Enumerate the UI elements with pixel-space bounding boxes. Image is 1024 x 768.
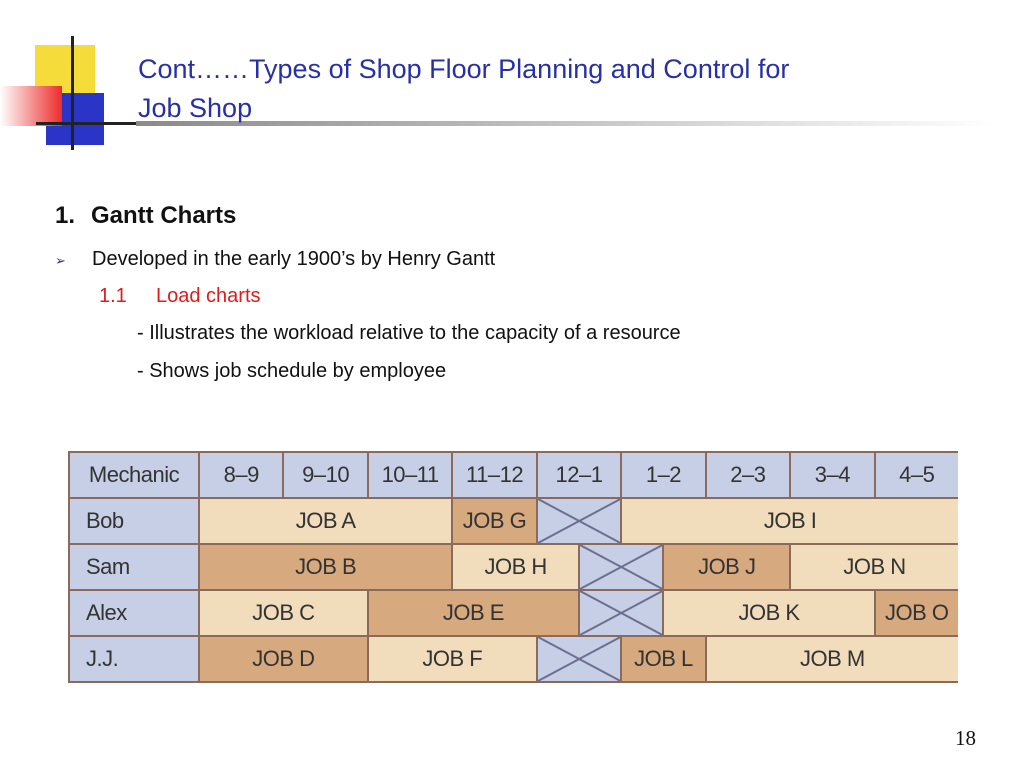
header-time-slot: 1–2 (622, 453, 704, 497)
page-number: 18 (955, 726, 976, 750)
header-time-slot: 4–5 (876, 453, 958, 497)
job-bar: JOB C (200, 591, 367, 635)
heading-number: 1. (55, 202, 76, 229)
gantt-load-chart (68, 451, 958, 683)
job-bar: JOB H (453, 545, 578, 589)
cross-icon (580, 591, 662, 635)
section-heading (55, 202, 236, 230)
bullet-text: Developed in the early 1900’s by Henry Gantt (92, 248, 496, 270)
title-line-2: Job Shop (138, 93, 253, 123)
job-bar: JOB F (369, 637, 536, 681)
job-bar: JOB K (664, 591, 873, 635)
job-bar: JOB I (622, 499, 958, 543)
job-bar: JOB M (707, 637, 958, 681)
job-bar: JOB O (876, 591, 958, 635)
description-line-1: - Illustrates the workload relative to the capacity of a resource (137, 322, 681, 344)
job-bar: JOB L (622, 637, 704, 681)
job-bar: JOB J (664, 545, 789, 589)
mechanic-name: Sam (70, 545, 198, 589)
bullet-item (55, 248, 495, 271)
horizontal-line (36, 122, 140, 125)
mechanic-name: Alex (70, 591, 198, 635)
job-bar: JOB E (369, 591, 578, 635)
header-time-slot: 8–9 (200, 453, 282, 497)
subheading-number: 1.1 (99, 285, 127, 307)
description-line-2: - Shows job schedule by employee (137, 360, 447, 382)
job-bar: JOB G (453, 499, 535, 543)
job-bar: JOB A (200, 499, 451, 543)
break-crossed-cell (580, 591, 662, 635)
subheading-text: Load charts (156, 285, 261, 307)
job-bar: JOB D (200, 637, 367, 681)
mechanic-name: Bob (70, 499, 198, 543)
header-time-slot: 2–3 (707, 453, 789, 497)
arrow-bullet-icon: ➢ (55, 253, 66, 268)
break-crossed-cell (538, 637, 620, 681)
header-time-slot: 3–4 (791, 453, 873, 497)
break-crossed-cell (538, 499, 620, 543)
job-bar: JOB B (200, 545, 451, 589)
vertical-line (71, 36, 74, 150)
decorative-corner-art (0, 0, 140, 160)
cross-icon (580, 545, 662, 589)
cross-icon (538, 637, 620, 681)
red-gradient-bar (0, 86, 62, 126)
subheading (99, 285, 261, 308)
header-time-slot: 9–10 (284, 453, 366, 497)
mechanic-name: J.J. (70, 637, 198, 681)
title-line-1: Cont……Types of Shop Floor Planning and Control for (138, 54, 790, 84)
header-time-slot: 12–1 (538, 453, 620, 497)
header-time-slot: 11–12 (453, 453, 535, 497)
job-bar: JOB N (791, 545, 958, 589)
break-crossed-cell (580, 545, 662, 589)
header-time-slot: 10–11 (369, 453, 451, 497)
cross-icon (538, 499, 620, 543)
heading-text: Gantt Charts (91, 202, 237, 229)
header-mechanic: Mechanic (70, 453, 198, 497)
slide-title (138, 50, 998, 128)
